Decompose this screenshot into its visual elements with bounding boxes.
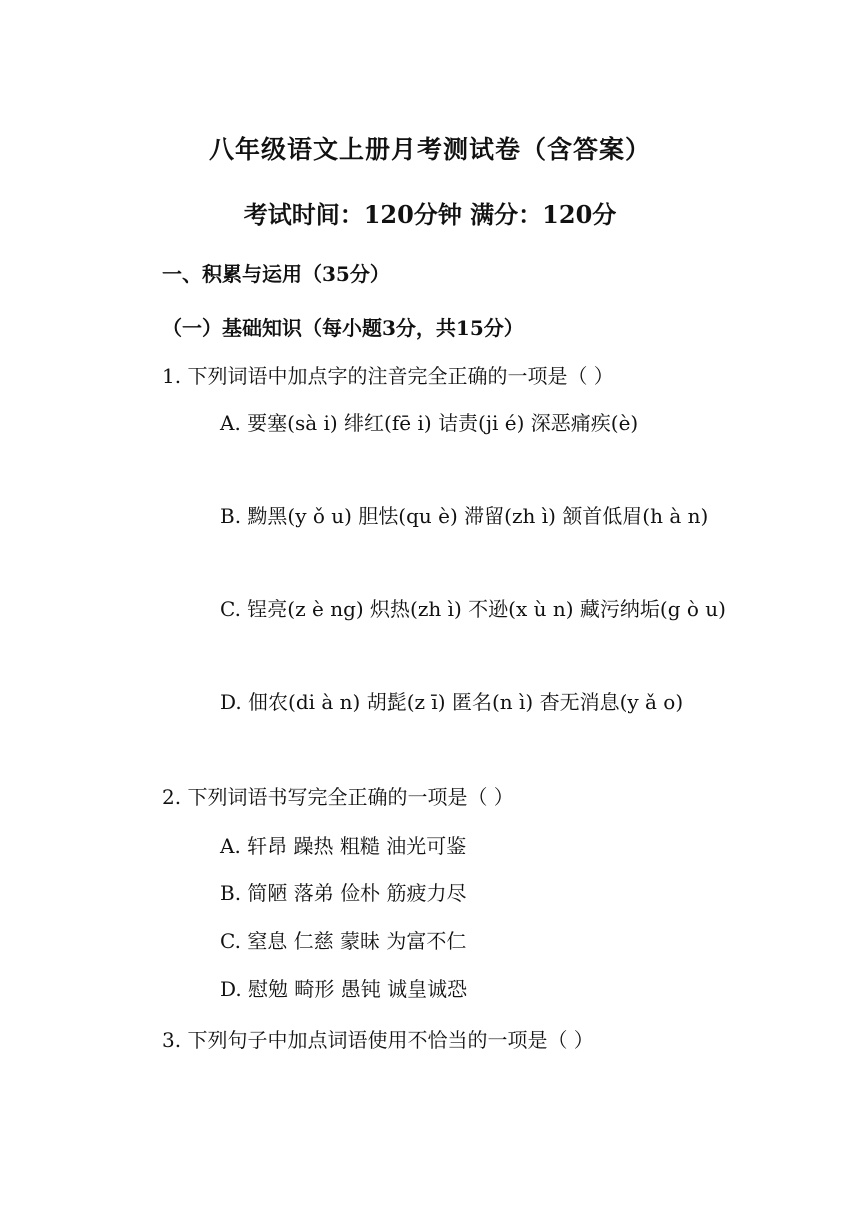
document-title: 八年级语文上册月考测试卷（含答案）: [208, 135, 651, 164]
question-1-option-b: B. 黝黑(y ǒ u) 胆怯(qu è) 滞留(zh ì) 颔首低眉(h à n): [220, 504, 709, 528]
question-1-option-a: A. 要塞(sà i) 绯红(fē i) 诘责(ji é) 深恶痛疾(è): [220, 411, 639, 435]
question-2-stem: 2. 下列词语书写完全正确的一项是（ ）: [162, 785, 514, 809]
section-heading: 一、积累与运用（35分）: [162, 262, 390, 286]
question-2-option-a: A. 轩昂 躁热 粗糙 油光可鉴: [220, 834, 467, 858]
question-1-option-d: D. 佃农(di à n) 胡髭(z ī) 匿名(n ì) 杳无消息(y ǎ o): [220, 690, 684, 714]
exam-info: 考试时间：120分钟 满分：120分: [243, 200, 617, 229]
question-3-stem: 3. 下列句子中加点词语使用不恰当的一项是（ ）: [162, 1028, 594, 1052]
question-2-option-d: D. 慰勉 畸形 愚钝 诚皇诚恐: [220, 977, 468, 1001]
question-1-stem: 1. 下列词语中加点字的注音完全正确的一项是（ ）: [162, 364, 614, 388]
question-2-option-b: B. 简陋 落弟 俭朴 筋疲力尽: [220, 881, 467, 905]
question-1-option-c: C. 锃亮(z è ng) 炽热(zh ì) 不逊(x ù n) 藏污纳垢(g ò u): [220, 597, 726, 621]
question-2-option-c: C. 窒息 仁慈 蒙昧 为富不仁: [220, 929, 467, 953]
subsection-heading: （一）基础知识（每小题3分，共15分）: [162, 316, 524, 340]
